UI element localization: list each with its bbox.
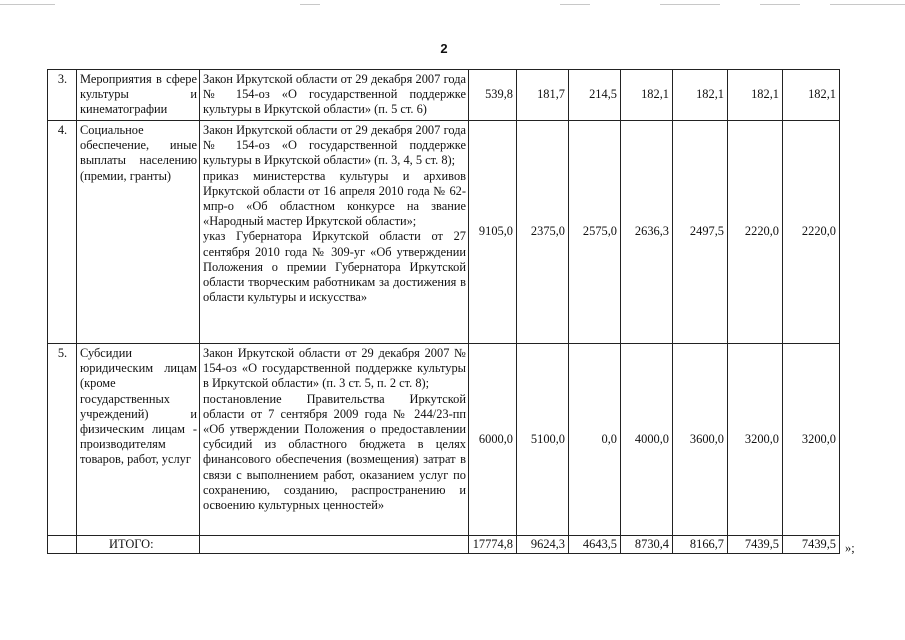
scan-artifact-line	[830, 4, 905, 5]
activity-name: Социальное обеспечение, иные выплаты населению (премии, гранты)	[77, 121, 200, 344]
value-cell: 182,1	[621, 70, 673, 121]
scan-artifact-line	[560, 4, 590, 5]
table-row	[48, 70, 840, 121]
value-cell: 181,7	[517, 70, 569, 121]
legal-basis-item: указ Губернатора Иркутской области от 27 сентября 2010 года № 309-уг «Об утверждении Положения о премии Губернатора Иркутской области творческим работникам за достижения в области культуры и искусства»	[203, 229, 466, 305]
closing-quote-mark: »;	[845, 541, 855, 555]
value-cell: 9105,0	[469, 121, 517, 344]
value-cell: 6000,0	[469, 344, 517, 536]
row-number: 3.	[48, 70, 77, 121]
total-value-cell: 9624,3	[517, 536, 569, 554]
budget-table	[47, 69, 840, 554]
value-cell: 182,1	[673, 70, 728, 121]
total-value-cell: 17774,8	[469, 536, 517, 554]
activity-name: Мероприятия в сфере культуры и кинематографии	[77, 70, 200, 121]
value-cell: 2497,5	[673, 121, 728, 344]
total-value-cell: 4643,5	[569, 536, 621, 554]
value-cell: 4000,0	[621, 344, 673, 536]
legal-basis	[200, 344, 469, 536]
value-cell: 3200,0	[783, 344, 840, 536]
legal-basis-item: Закон Иркутской области от 29 декабря 2007 года № 154-оз «О государственной поддержке культуры в Иркутской области» (п. 3, 4, 5 ст. 8);	[203, 123, 466, 168]
legal-basis	[200, 121, 469, 344]
table-row	[48, 121, 840, 344]
value-cell: 539,8	[469, 70, 517, 121]
row-number: 5.	[48, 344, 77, 536]
value-cell: 2220,0	[728, 121, 783, 344]
row-number: 4.	[48, 121, 77, 344]
total-value-cell: 8166,7	[673, 536, 728, 554]
total-basis-cell	[200, 536, 469, 554]
value-cell: 0,0	[569, 344, 621, 536]
scan-artifact-line	[0, 4, 55, 5]
legal-basis-item: Закон Иркутской области от 29 декабря 2007 года № 154-оз «О государственной поддержке культуры в Иркутской области» (п. 5 ст. 6)	[203, 72, 466, 117]
total-value-cell: 8730,4	[621, 536, 673, 554]
total-label: ИТОГО:	[77, 536, 200, 554]
value-cell: 5100,0	[517, 344, 569, 536]
total-row	[48, 536, 840, 554]
value-cell: 214,5	[569, 70, 621, 121]
value-cell: 182,1	[783, 70, 840, 121]
page-number: 2	[440, 41, 448, 56]
scan-artifact-line	[660, 4, 720, 5]
total-value-cell: 7439,5	[728, 536, 783, 554]
total-value-cell: 7439,5	[783, 536, 840, 554]
value-cell: 2220,0	[783, 121, 840, 344]
legal-basis-item: приказ министерства культуры и архивов Иркутской области от 16 апреля 2010 года № 62-мпр-о «Об областном конкурсе на звание «Народный мастер Иркутской области»;	[203, 168, 466, 229]
value-cell: 2575,0	[569, 121, 621, 344]
total-number-cell	[48, 536, 77, 554]
legal-basis-item: постановление Правительства Иркутской области от 7 сентября 2009 года № 244/23-пп «Об утверждении Положения о предоставлении субсидий из областного бюджета в целях финансового обеспечения (возмещения) затрат в связи с выполнением работ, оказанием услуг по сохранению, созданию, распространению и освоению культурных ценностей»	[203, 391, 466, 513]
value-cell: 3200,0	[728, 344, 783, 536]
legal-basis	[200, 70, 469, 121]
table-row	[48, 344, 840, 536]
value-cell: 2375,0	[517, 121, 569, 344]
value-cell: 182,1	[728, 70, 783, 121]
legal-basis-item: Закон Иркутской области от 29 декабря 2007 № 154-оз «О государственной поддержке культуры в Иркутской области» (п. 3 ст. 5, п. 2 ст. 8);	[203, 346, 466, 391]
value-cell: 2636,3	[621, 121, 673, 344]
scan-artifact-line	[760, 4, 800, 5]
scan-artifact-line	[300, 4, 320, 5]
value-cell: 3600,0	[673, 344, 728, 536]
activity-name: Субсидии юридическим лицам (кроме государственных учреждений) и физическим лицам - производителям товаров, работ, услуг	[77, 344, 200, 536]
